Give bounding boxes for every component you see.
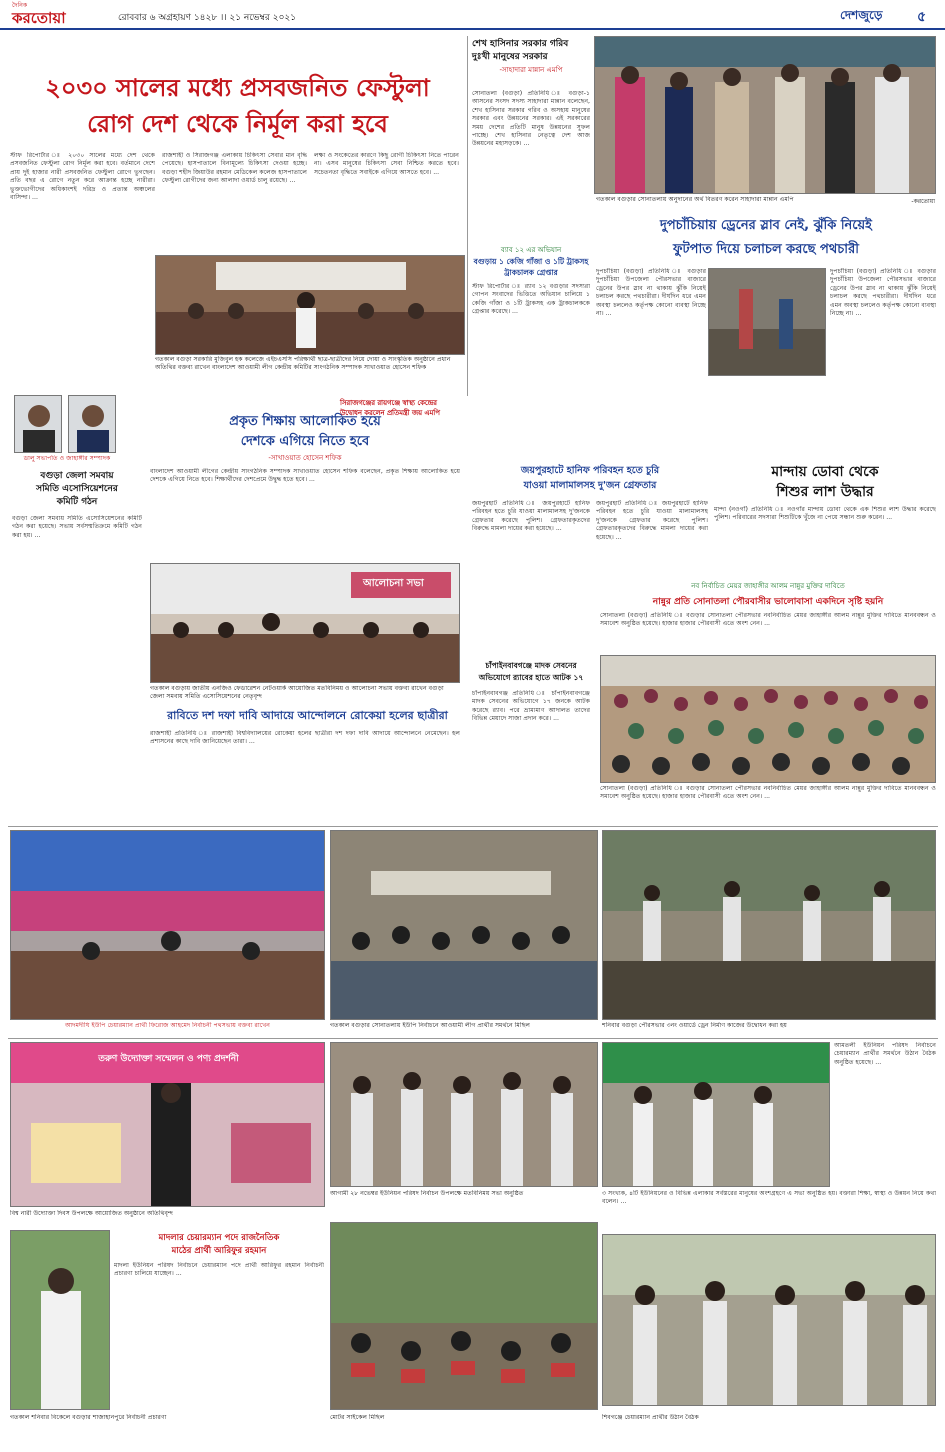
story1-caption: গতকাল বগুড়া সরকারি মুজিবুল হক কলেজে এইচএসসি পরিক্ষার্থী ছাত্র-ছাত্রীদের নিয়ে দোয়া ও সাংস্কৃতিক অনুষ্ঠানে প্রধান অতিথির বক্তব্য রাখেন বাংলাদেশ আওয়ামী লীগ কেন্দ্রীয় কমিটির সাংগঠনিক সম্পাদক সাখাওয়াত হোসেন শফিক — [155, 356, 451, 371]
top-right-caption: গতকাল বগুড়ার সোনাতলায় অনুদানের অর্থ বিতরণ করেন সাহাদারা মান্নান এমপি — [596, 196, 794, 203]
story2-headline-line2: দুঃখী মানুষের সরকার — [472, 52, 548, 62]
seminar-photo-image — [156, 256, 465, 355]
story11-caption: গতকাল বগুড়ায় জাতীয় এনজিও ফেডারেশন নেটওয়ার্ক আয়োজিত মতবিনিময় ও আলোচনা সভায় বক্তব্য রাখেন বগুড়া জেলা সমবায় সমিতি এসোসিয়েশনের নেতৃবৃন্দ — [150, 685, 444, 700]
story3-headline — [596, 214, 936, 262]
story5-body: বাংলাদেশ আওয়ামী লীগের কেন্দ্রীয় সাংগঠনিক সম্পাদক সাখাওয়াত হোসেন শফিক বলেছেন, প্রকৃত শিক্ষায় আলোকিত হয়ে দেশকে এগিয়ে নিতে হবে। শিক্ষার্থীদের দেশপ্রেমে উদ্বুদ্ধ হতে হবে। ... — [150, 468, 460, 484]
story7-body: জয়পুরহাট প্রতিনিধি ঃ জয়পুরহাটে হানিফ পরিবহন হতে চুরি যাওয়া মালামালসহ দু'জনকে গ্রেফতার করেছে পুলিশ। গ্রেফতারকৃতদের বিরুদ্ধে মামলা দায়ের করা হয়েছে। ... — [472, 500, 590, 533]
story10-headline — [12, 470, 142, 509]
photo-row-7 — [330, 1222, 598, 1410]
story14-body: মাদলা ইউনিয়ন পরিষদ নির্বাচনে চেয়ারম্যান পদে প্রার্থী আরিফুর রহমান নির্বাচনী প্রচারণা চালিয়ে যাচ্ছেন। ... — [114, 1262, 324, 1278]
story3-headline-line2: ফুটপাত দিয়ে চলাচল করছে পথচারী — [673, 242, 859, 257]
story14-headline-line2: মাঠের প্রার্থী আরিফুর রহমান — [171, 1246, 267, 1256]
story3-body-right: দুপচাঁচিয়া (বগুড়া) প্রতিনিধি ঃ বগুড়ার দুপচাঁচিয়া উপজেলা পৌরসভার বাজারে ড্রেনের উপর স্লাব না থাকায় ঝুঁকি নিয়েই চলাচল করছে পথচারীরা। দীর্ঘদিন ধরে এমন অবস্থা চললেও কর্তৃপক্ষ কোনো ব্যবস্থা নিচ্ছে না। ... — [830, 268, 936, 318]
story13-headline — [472, 660, 590, 684]
footer-caption-mid: মোটর সাইকেল মিছিল — [330, 1414, 385, 1421]
rally-stage-image — [11, 831, 325, 1020]
story2-headline-line1: শেখ হাসিনার সরকার গরিব — [472, 39, 569, 49]
story2-headline — [472, 38, 590, 76]
story2-byline: -সাহাদারা মান্নান এমপি — [499, 66, 563, 74]
top-right-photo — [594, 36, 936, 194]
donation-photo-image — [595, 37, 936, 194]
masthead-date: রোববার ৬ অগ্রহায়ণ ১৪২৮ ।। ২১ নভেম্বর ২০২১ — [118, 13, 297, 23]
story8-body: মান্দা (নওগাঁ) প্রতিনিধি ঃ নওগাঁর মান্দায় ডোবা থেকে এক শিশুর লাশ উদ্ধার করেছে পুলিশ। পরিবারের সদস্যরা শিশুটিকে খুঁজে না পেয়ে সন্ধান শুরু করেন। ... — [714, 506, 936, 522]
photo-row-8 — [602, 1234, 936, 1406]
logo-top: দৈনিক — [12, 2, 28, 9]
story8-headline-line1: মান্দায় ডোবা থেকে — [771, 464, 879, 480]
story5-headline-line1: প্রকৃত শিক্ষায় আলোকিত হয়ে — [229, 414, 381, 429]
motorcycle-rally-image — [331, 1223, 598, 1410]
photo-row-3-caption: শনিবার বগুড়া পৌরসভার ৩নং ওয়ার্ডে ড্রেন নির্মাণ কাজের উদ্বোধন করা হয় — [602, 1022, 787, 1029]
footer-caption-right: শিবগঞ্জে চেয়ারম্যান প্রার্থীর উঠান বৈঠক — [602, 1414, 699, 1421]
story8-headline-line2: শিশুর লাশ উদ্ধার — [776, 484, 874, 500]
story4-headline — [472, 245, 590, 278]
story14-headline — [114, 1232, 324, 1258]
photo-row-5 — [330, 1042, 598, 1187]
story5-byline: -সাখাওয়াত হোসেন শফিক — [268, 454, 342, 462]
story11-photo — [150, 563, 460, 683]
footer-caption-left: গতকাল শনিবার বিকেলে বগুড়ার শাজাহানপুরে নির্বাচনী প্রচারণা — [10, 1414, 167, 1421]
story9-body: সোনাতলা (বগুড়া) প্রতিনিধি ঃ বগুড়ার সোনাতলা পৌরসভার নবনির্বাচিত মেয়র জাহাঙ্গীর আলম নান্নুর মুক্তির দাবিতে মানববন্ধন ও সমাবেশ অনুষ্ঠিত হয়েছে। হাজার হাজার পৌরবাসী এতে অংশ নেন। ... — [600, 612, 936, 628]
entrepreneur-event-image — [11, 1043, 325, 1207]
row-divider-2 — [8, 1038, 938, 1039]
story9-headline: নান্নুর প্রতি সোনাতলা পৌরবাসীর ভালোবাসা একদিনে সৃষ্টি হয়নি — [652, 597, 884, 607]
section-name: দেশজুড়ে — [840, 8, 883, 22]
story6-headline-line1: সিরাজগঞ্জের রায়গঞ্জে স্বাস্থ্য কেন্দ্রের — [340, 399, 437, 407]
story1-body-col1: স্টাফ রিপোর্টার ঃ ২০৩০ সালের মধ্যে দেশ থেকে প্রসবজনিত ফেস্টুলা রোগ নির্মূল করা হবে। বর্তমানে দেশে প্রায় দুই হাজার নারী প্রসবজনিত ফেস্টুলা রোগে ভুগছেন। প্রতি বছর এ রোগে নতুন করে আক্রান্ত হচ্ছে নারীরা। ভুক্তভোগীদের অধিকাংশই দরিদ্র ও প্রত্যন্ত অঞ্চলের বাসিন্দা। ... — [10, 152, 155, 202]
procession-image — [331, 831, 598, 1020]
story9-body-bottom: সোনাতলা (বগুড়া) প্রতিনিধি ঃ বগুড়ার সোনাতলা পৌরসভার নবনির্বাচিত মেয়র জাহাঙ্গীর আলম নান্নুর মুক্তির দাবিতে মানববন্ধন ও সমাবেশ অনুষ্ঠিত হয়েছে। হাজার হাজার পৌরবাসী এতে অংশ নেন। ... — [600, 785, 936, 801]
photo-row-5-caption: আগামী ২৮ নভেম্বর ইউনিয়ন পরিষদ নির্বাচন উপলক্ষে মতবিনিময় সভা অনুষ্ঠিত — [330, 1190, 524, 1197]
story10-portraits — [12, 395, 122, 467]
story9-kicker: নব নির্বাচিত মেয়র জাহাঙ্গীর আলম নান্নুর মুক্তির দাবিতে — [691, 582, 845, 590]
story4-body: স্টাফ রিপোর্টার ঃ র‍্যাব ১২ বগুড়ার সদস্যরা গোপন সংবাদের ভিত্তিতে অভিযান চালিয়ে ১ কেজি গাঁজা ও ১টি ট্রাকসহ এক ট্রাকচালককে গ্রেপ্তার করেছে। ... — [472, 283, 590, 316]
story1-body-col3: লক্ষ্য ও সংকেতের কারণে কিছু রোগী চিকিৎসা নিতে পারেন না। এসব মানুষের চিকিৎসা সেবা নিশ্চিত করতে হবে। সচেতনতা বৃদ্ধিতে সবাইকে এগিয়ে আসতে হবে। ... — [314, 152, 459, 176]
masthead — [0, 0, 945, 30]
story7-headline — [472, 463, 708, 493]
portrait-right — [68, 395, 116, 453]
story13-headline-line1: চাঁপাইনবাবগঞ্জে মাদক সেবনের — [485, 661, 577, 670]
logo — [12, 2, 102, 28]
story4-headline-line2: ট্রাকচালক গ্রেপ্তার — [504, 268, 558, 277]
photo-row-1-caption: আদমদীঘি ইউপি চেয়ারম্যান প্রার্থী ফিরোজ আহমেদ নির্বাচনী পথসভায় বক্তব্য রাখেন — [65, 1022, 270, 1029]
story7-headline-line1: জয়পুরহাটে হানিফ পরিবহন হতে চুরি — [520, 465, 660, 476]
photo-row-2-caption: গতকাল বগুড়ার সোনাতলায় ইউপি নির্বাচনে আওয়ামী লীগ প্রার্থীর সমর্থনে মিছিল — [330, 1022, 530, 1029]
story13-body: চাঁপাইনবাবগঞ্জ প্রতিনিধি ঃ চাঁপাইনবাবগঞ্জে মাদক সেবনের অভিযোগে ১৭ জনকে আটক করেছে র‍্যাব। পরে ভ্রাম্যমাণ আদালত তাদের বিভিন্ন মেয়াদে সাজা প্রদান করে। ... — [472, 690, 590, 723]
photo-row-4-caption: বিশ্ব নারী উদ্যোক্তা দিবস উপলক্ষে আয়োজিত অনুষ্ঠানে অতিথিবৃন্দ — [10, 1210, 173, 1217]
story12-headline: রাবিতে দশ দফা দাবি আদায়ে আন্দোলনে রোকেয়া হলের ছাত্রীরা — [167, 709, 448, 722]
story5-headline — [150, 412, 460, 464]
story2-body: সোনাতলা (বগুড়া) প্রতিনিধি ঃ বগুড়া-১ আসনের সংসদ সদস্য সাহাদারা মান্নান বলেছেন, শেখ হাসিনার সরকার গরিব ও অসহায় মানুষের সরকার এবং উন্নয়নের সরকার। এই সরকারের সময় দেশের প্রতিটি মানুষ উন্নয়নের সুফল পাচ্ছে। শেখ হাসিনার নেতৃত্বে দেশ আজ উন্নয়নের মহাসড়কে। ... — [472, 90, 590, 148]
discussion-banner-text: আলোচনা সভা — [363, 578, 424, 589]
shop-meeting-image — [603, 1043, 830, 1187]
portrait-right-image — [69, 396, 116, 453]
story12-body: রাজশাহী প্রতিনিধি ঃ রাজশাহী বিশ্ববিদ্যালয়ের রোকেয়া হলের ছাত্রীরা দশ দফা দাবি আদায়ে আন্দোলনে নেমেছেন। হল প্রশাসনের কাছে দাবি জানিয়েছেন তারা। ... — [150, 730, 460, 746]
story7-body-col2: জয়পুরহাট প্রতিনিধি ঃ জয়পুরহাটে হানিফ পরিবহন হতে চুরি যাওয়া মালামালসহ দু'জনকে গ্রেফতার করেছে পুলিশ। গ্রেফতারকৃতদের বিরুদ্ধে মামলা দায়ের করা হয়েছে। ... — [596, 500, 708, 541]
story6-headline — [340, 398, 465, 418]
portrait-left-image — [15, 396, 62, 453]
story10-headline-line3: কমিটি গঠন — [56, 497, 98, 507]
story3-photo — [708, 268, 826, 376]
story1-photo — [155, 255, 465, 355]
story16-body: ৩ সংখ্যক, ৪টি ইউনিয়নের ও বিভিন্ন এলাকার সর্বস্তরের মানুষের অংশগ্রহণে এ সভা অনুষ্ঠিত হয়। বক্তারা শিক্ষা, স্বাস্থ্য ও উন্নয়ন নিয়ে কথা বলেন। ... — [602, 1190, 936, 1206]
story1-headline-line2: রোগ দেশ থেকে নির্মূল করা হবে — [87, 110, 388, 138]
photo-row-6 — [602, 1042, 830, 1187]
column-divider — [467, 36, 468, 396]
photo-row-1 — [10, 830, 325, 1020]
story1-headline-line1: ২০৩০ সালের মধ্যে প্রসবজনিত ফেস্টুলা — [45, 74, 430, 102]
row-divider-1 — [8, 826, 938, 827]
photo-row-4 — [10, 1042, 325, 1207]
story4-headline-line1: বগুড়ায় ১ কেজি গাঁজা ও ১টি ট্রাকসহ — [473, 257, 589, 266]
story3-body: দুপচাঁচিয়া (বগুড়া) প্রতিনিধি ঃ বগুড়ার দুপচাঁচিয়া উপজেলা পৌরসভার বাজারে ড্রেনের উপর স্লাব না থাকায় ঝুঁকি নিয়েই চলাচল করছে পথচারীরা। দীর্ঘদিন ধরে এমন অবস্থা চললেও কর্তৃপক্ষ কোনো ব্যবস্থা নিচ্ছে না। ... — [596, 268, 706, 318]
story5-headline-line2: দেশকে এগিয়ে নিতে হবে — [240, 434, 370, 449]
entrepreneur-banner-text: তরুণ উদ্যোক্তা সম্মেলন ও পণ্য প্রদর্শনী — [98, 1054, 239, 1064]
story1-headline — [10, 70, 465, 150]
portrait-caption: ডালু সভাপতি ও জাহাঙ্গীর সম্পাদক — [23, 455, 111, 462]
page-number: ৫ — [917, 9, 927, 25]
drain-photo-image — [709, 269, 826, 376]
inauguration-image — [603, 831, 936, 1020]
story8-headline — [714, 462, 936, 502]
story15-body: আমতলী ইউনিয়ন পরিষদ নির্বাচনে চেয়ারম্যান প্রার্থীর সমর্থনে উঠান বৈঠক অনুষ্ঠিত হয়েছে। ... — [834, 1042, 936, 1066]
story3-headline-line1: দুপচাঁচিয়ায় ড্রেনের স্লাব নেই, ঝুঁকি নিয়েই — [660, 218, 872, 233]
story10-body: বগুড়া জেলা সমবায় সমিতি এসোসিয়েশনের কমিটি গঠন করা হয়েছে। সভায় সর্বসম্মতিক্রমে কমিটি গঠন করা হয়। ... — [12, 515, 142, 539]
rally-photo-image — [601, 656, 936, 783]
meeting-image — [331, 1043, 598, 1187]
story13-headline-line2: অভিযোগে র‍্যাবের হাতে আটক ১৭ — [478, 673, 584, 682]
story4-kicker: ব্যাব ১২ এর অভিযান — [500, 246, 562, 254]
story7-headline-line2: যাওয়া মালামালসহ দু'জন গ্রেফতার — [523, 480, 657, 491]
logo-text: করতোয়া — [12, 9, 66, 27]
story6-headline-line2: উদ্বোধন করলেন প্রতিমন্ত্রী জয় এমপি — [340, 409, 440, 417]
top-right-credit: -করতোয়া — [911, 198, 935, 205]
story9-photo — [600, 655, 936, 783]
courtyard-meeting-image — [603, 1235, 936, 1406]
candidate-image — [11, 1231, 110, 1410]
photo-row-3 — [602, 830, 936, 1020]
portrait-left — [14, 395, 62, 453]
story1-body-col2: রাজশাহী ও সিরাজগঞ্জ এলাকায় চিকিৎসা সেবার মান বৃদ্ধি পেয়েছে। হাসপাতালে বিনামূল্যে চিকিৎসা দেওয়া হচ্ছে। বগুড়া শহীদ জিয়াউর রহমান মেডিকেল কলেজ হাসপাতালে ফেস্টুলা রোগীদের জন্য আলাদা ওয়ার্ড চালু রয়েছে। ... — [162, 152, 307, 185]
story14-headline-line1: মাদলার চেয়ারম্যান পদে রাজনৈতিক — [158, 1233, 280, 1243]
story14-photo — [10, 1230, 110, 1410]
story10-headline-line1: বগুড়া জেলা সমবায় — [40, 471, 114, 481]
photo-row-2 — [330, 830, 598, 1020]
story10-headline-line2: সমিতি এসোসিয়েশনের — [36, 484, 118, 494]
